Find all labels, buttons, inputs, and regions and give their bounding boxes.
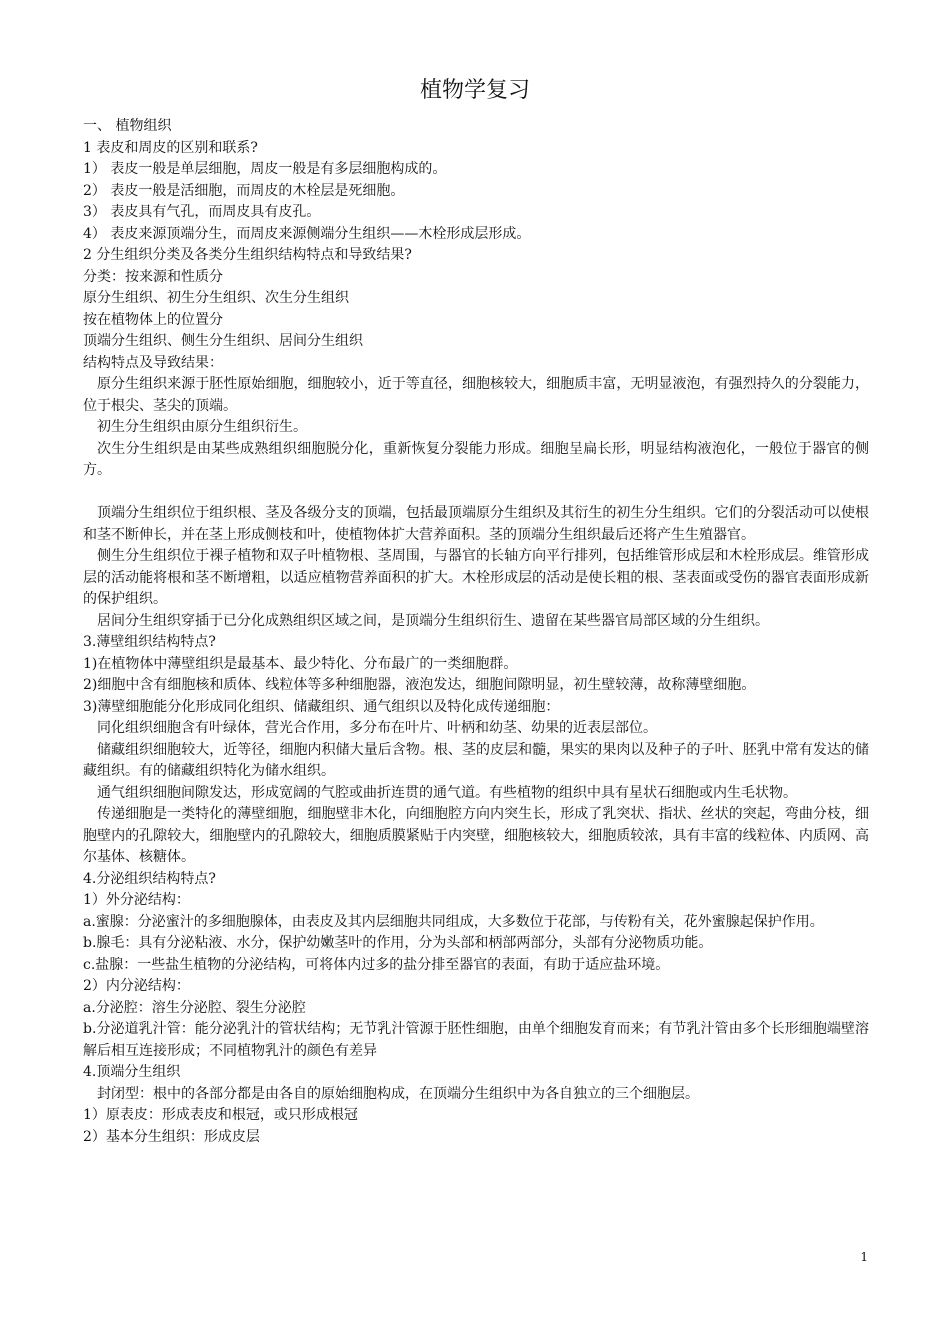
question-heading: 1 表皮和周皮的区别和联系? <box>83 139 258 156</box>
list-item: a.分泌腔：溶生分泌腔、裂生分泌腔 <box>83 999 306 1016</box>
paragraph: 侧生分生组织位于裸子植物和双子叶植物根、茎周围，与器官的长轴方向平行排列，包括维管形成层和木栓形成层。维管形成层的活动能将根和茎不断增粗，以适应植物营养面积的扩大。木栓形成层的活动是使长粗的根、茎表面或受伤的器官表面形成新的保护组织。 <box>83 548 869 607</box>
list-item: 2）基本分生组织：形成皮层 <box>83 1128 260 1145</box>
paragraph: 初生分生组织由原分生组织衍生。 <box>97 419 307 435</box>
list-item: b.分泌道乳汁管：能分泌乳汁的管状结构；无节乳汁管源于胚性细胞，由单个细胞发育而来；有节乳汁管由多个长形细胞端壁溶解后相互连接形成；不同植物乳汁的颜色有差异 <box>83 1021 869 1059</box>
list-item: 2） 表皮一般是活细胞，而周皮的木栓层是死细胞。 <box>83 182 405 199</box>
list-item: 1）原表皮：形成表皮和根冠，或只形成根冠 <box>83 1107 358 1123</box>
list-item: 3)薄壁细胞能分化形成同化组织、储藏组织、通气组织以及特化成传递细胞： <box>83 698 560 715</box>
paragraph: 结构特点及导致结果： <box>83 354 223 371</box>
question-heading: 4.顶端分生组织 <box>83 1064 181 1080</box>
paragraph: 封闭型：根中的各部分都是由各自的原始细胞构成，在顶端分生组织中为各自独立的三个细胞层。 <box>97 1085 699 1102</box>
list-item: c.盐腺：一些盐生植物的分泌结构，可将体内过多的盐分排至器官的表面，有助于适应盐环境。 <box>83 956 670 973</box>
section-heading: 一、 植物组织 <box>83 118 172 134</box>
list-item: 4） 表皮来源顶端分生，而周皮来源侧端分生组织——木栓形成层形成。 <box>83 225 531 242</box>
question-heading: 2 分生组织分类及各类分生组织结构特点和导致结果? <box>83 247 412 263</box>
list-item: b.腺毛：具有分泌粘液、水分，保护幼嫩茎叶的作用，分为头部和柄部两部分，头部有分泌物质功能。 <box>83 935 713 951</box>
blank-line <box>83 482 869 504</box>
question-heading: 3.薄壁组织结构特点? <box>83 634 216 650</box>
page-number: 1 <box>860 1250 868 1264</box>
paragraph: 原分生组织、初生分生组织、次生分生组织 <box>83 290 349 306</box>
paragraph: 原分生组织来源于胚性原始细胞，细胞较小，近于等直径，细胞核较大，细胞质丰富，无明显液泡，有强烈持久的分裂能力，位于根尖、茎尖的顶端。 <box>83 376 869 414</box>
list-item: 1)在植物体中薄壁组织是最基本、最少特化、分布最广的一类细胞群。 <box>83 655 518 672</box>
question-heading: 4.分泌组织结构特点? <box>83 870 216 887</box>
list-item: 3） 表皮具有气孔，而周皮具有皮孔。 <box>83 204 321 220</box>
paragraph: 传递细胞是一类特化的薄壁细胞，细胞壁非木化，向细胞腔方向内突生长，形成了乳突状、指状、丝状的突起，弯曲分枝，细胞壁内的孔隙较大，细胞壁内的孔隙较大，细胞质膜紧贴于内突壁，细胞核较大，细胞质较浓，具有丰富的线粒体、内质网、高尔基体、核糖体。 <box>83 806 869 865</box>
document-body <box>83 116 869 1148</box>
paragraph: 顶端分生组织位于组织根、茎及各级分支的顶端，包括最顶端原分生组织及其衍生的初生分生组织。它们的分裂活动可以使根和茎不断伸长，并在茎上形成侧枝和叶，使植物体扩大营养面积。茎的顶端分生组织最后还将产生生殖器官。 <box>83 505 869 543</box>
list-item: 2)细胞中含有细胞核和质体、线粒体等多种细胞器，液泡发达，细胞间隙明显，初生壁较薄，故称薄壁细胞。 <box>83 677 756 693</box>
subheading: 2）内分泌结构： <box>83 978 190 994</box>
list-item: a.蜜腺：分泌蜜汁的多细胞腺体，由表皮及其内层细胞共同组成，大多数位于花部，与传粉有关，花外蜜腺起保护作用。 <box>83 913 824 930</box>
paragraph: 次生分生组织是由某些成熟组织细胞脱分化，重新恢复分裂能力形成。细胞呈扁长形，明显结构液泡化，一般位于器官的侧方。 <box>83 440 869 478</box>
list-item: 1） 表皮一般是单层细胞，周皮一般是有多层细胞构成的。 <box>83 161 447 177</box>
paragraph: 居间分生组织穿插于已分化成熟组织区域之间，是顶端分生组织衍生、遗留在某些器官局部区域的分生组织。 <box>97 612 769 629</box>
subheading: 1）外分泌结构： <box>83 892 190 908</box>
paragraph: 通气组织细胞间隙发达，形成宽阔的气腔或曲折连贯的通气道。有些植物的组织中具有星状石细胞或内生毛状物。 <box>97 784 797 801</box>
paragraph: 同化组织细胞含有叶绿体，营光合作用，多分布在叶片、叶柄和幼茎、幼果的近表层部位。 <box>97 720 657 736</box>
paragraph: 顶端分生组织、侧生分生组织、居间分生组织 <box>83 333 363 349</box>
page-title: 植物学复习 <box>419 78 530 103</box>
paragraph: 分类：按来源和性质分 <box>83 268 223 285</box>
paragraph: 储藏组织细胞较大，近等径，细胞内积储大量后含物。根、茎的皮层和髓，果实的果肉以及种子的子叶、胚乳中常有发达的储藏组织。有的储藏组织特化为储水组织。 <box>83 741 869 779</box>
paragraph: 按在植物体上的位置分 <box>83 311 223 328</box>
